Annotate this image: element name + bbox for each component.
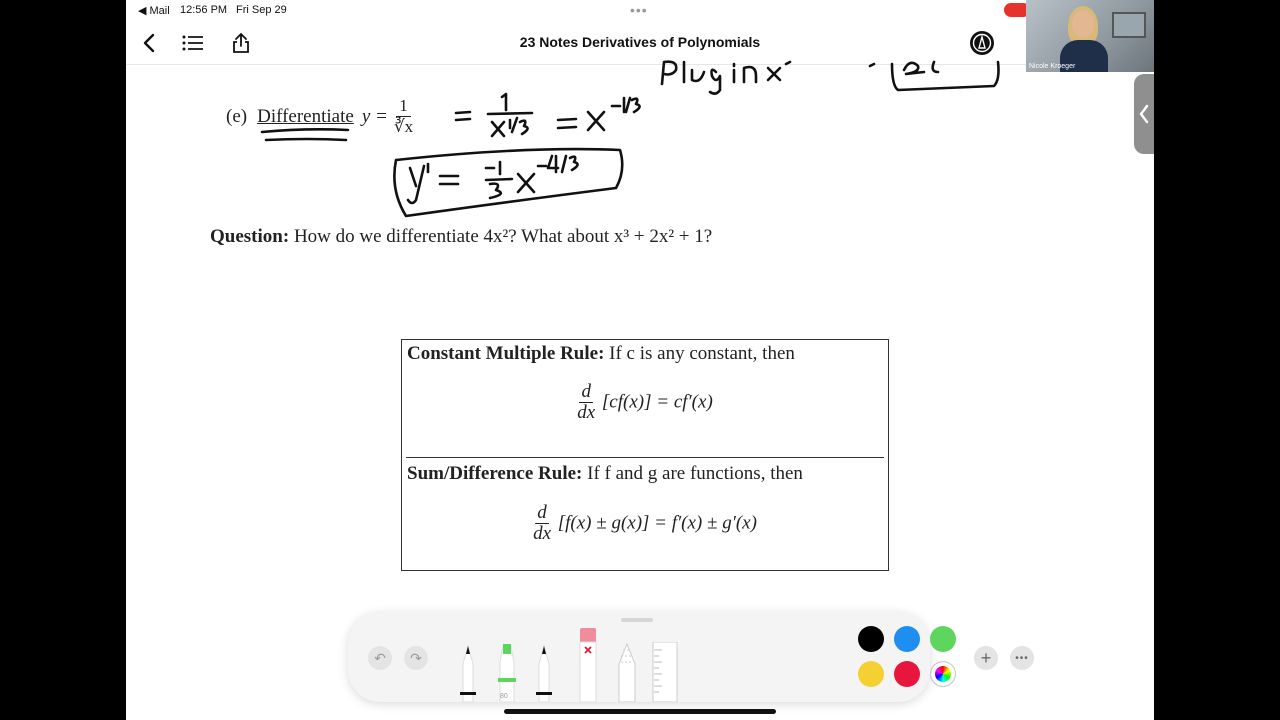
chevron-left-icon (1139, 104, 1149, 124)
rule2-den: dx (533, 523, 551, 544)
ruler-tool-icon[interactable] (652, 642, 678, 702)
ink-equation-rewrite (456, 94, 640, 136)
constant-multiple-rule-heading (407, 343, 795, 365)
rule2-formula: [f(x) ± g(x)] = f′(x) ± g′(x) (557, 512, 757, 534)
rule1-text: If c is any constant, then (609, 343, 795, 364)
rule1-title: Constant Multiple Rule: (407, 343, 605, 364)
color-yellow-swatch[interactable] (858, 661, 884, 687)
status-date: Fri Sep 29 (236, 4, 287, 16)
status-time: 12:56 PM (180, 4, 228, 16)
page-title: 23 Notes Derivatives of Polynomials (519, 34, 761, 50)
undo-icon[interactable]: ↶ (368, 646, 392, 670)
markup-pen-icon[interactable] (969, 30, 995, 56)
color-black-swatch[interactable] (858, 626, 884, 652)
status-bar (126, 0, 1154, 22)
color-green-swatch[interactable] (930, 626, 956, 652)
webcam-person-head (1072, 10, 1094, 38)
rule2-derivative-operator (533, 503, 551, 544)
webcam-presenter-name: Nicole Kroeger (1029, 63, 1076, 70)
example-label: (e) (226, 105, 248, 127)
eraser-tool-icon[interactable] (576, 628, 600, 702)
sum-difference-rule-heading (407, 463, 803, 485)
color-picker-icon[interactable] (930, 661, 956, 687)
constant-multiple-formula (402, 382, 888, 423)
example-lhs: y = (361, 105, 388, 127)
add-icon[interactable]: + (974, 646, 998, 670)
pen-tool-icon[interactable] (458, 640, 478, 702)
more-options-icon[interactable]: ••• (1010, 646, 1034, 670)
ink-boxed-derivative (394, 149, 622, 216)
highlighter-tool-icon[interactable] (496, 640, 518, 702)
webcam-background-frame (1112, 12, 1146, 38)
example-fraction (394, 96, 413, 137)
palette-drag-handle[interactable] (621, 618, 653, 622)
rules-divider (406, 457, 884, 458)
sidebar-toggle-tab[interactable] (1134, 74, 1154, 154)
pencil-tool-palette (348, 612, 1029, 702)
rule2-num: d (537, 502, 547, 523)
example-numerator: 1 (396, 96, 411, 117)
toolbar (126, 22, 1154, 65)
pencil-tool-icon[interactable] (534, 640, 554, 702)
rules-box (401, 339, 889, 571)
rule1-formula: [cf(x)] = cf′(x) (601, 391, 713, 413)
sum-difference-formula (402, 503, 888, 544)
rule2-text: If f and g are functions, then (587, 463, 803, 484)
rule1-den: dx (577, 402, 596, 423)
highlighter-size-label: 80 (500, 693, 508, 700)
rule1-num: d (581, 381, 591, 402)
home-indicator[interactable] (504, 709, 776, 714)
example-denominator: ∛x (393, 117, 414, 136)
question-label: Question: (210, 226, 290, 247)
example-verb: Differentiate (257, 105, 354, 127)
redo-icon[interactable]: ↷ (404, 646, 428, 670)
color-red-swatch[interactable] (894, 661, 920, 687)
lasso-tool-icon[interactable] (616, 642, 638, 702)
multitasking-dots-icon[interactable]: ••• (630, 2, 648, 18)
rule1-derivative-operator (577, 382, 595, 423)
ink-plug-in-text (662, 62, 874, 94)
question-line (210, 226, 712, 248)
back-to-mail-link[interactable]: ◀ Mail (138, 5, 170, 17)
question-text: How do we differentiate 4x²? What about x³ + 2x² + 1? (293, 226, 713, 247)
notes-app-screen (126, 0, 1154, 720)
color-blue-swatch[interactable] (894, 626, 920, 652)
ink-top-answer-box (892, 62, 999, 90)
example-e (226, 96, 413, 137)
rule2-title: Sum/Difference Rule: (407, 463, 583, 484)
webcam-overlay (1026, 0, 1154, 72)
